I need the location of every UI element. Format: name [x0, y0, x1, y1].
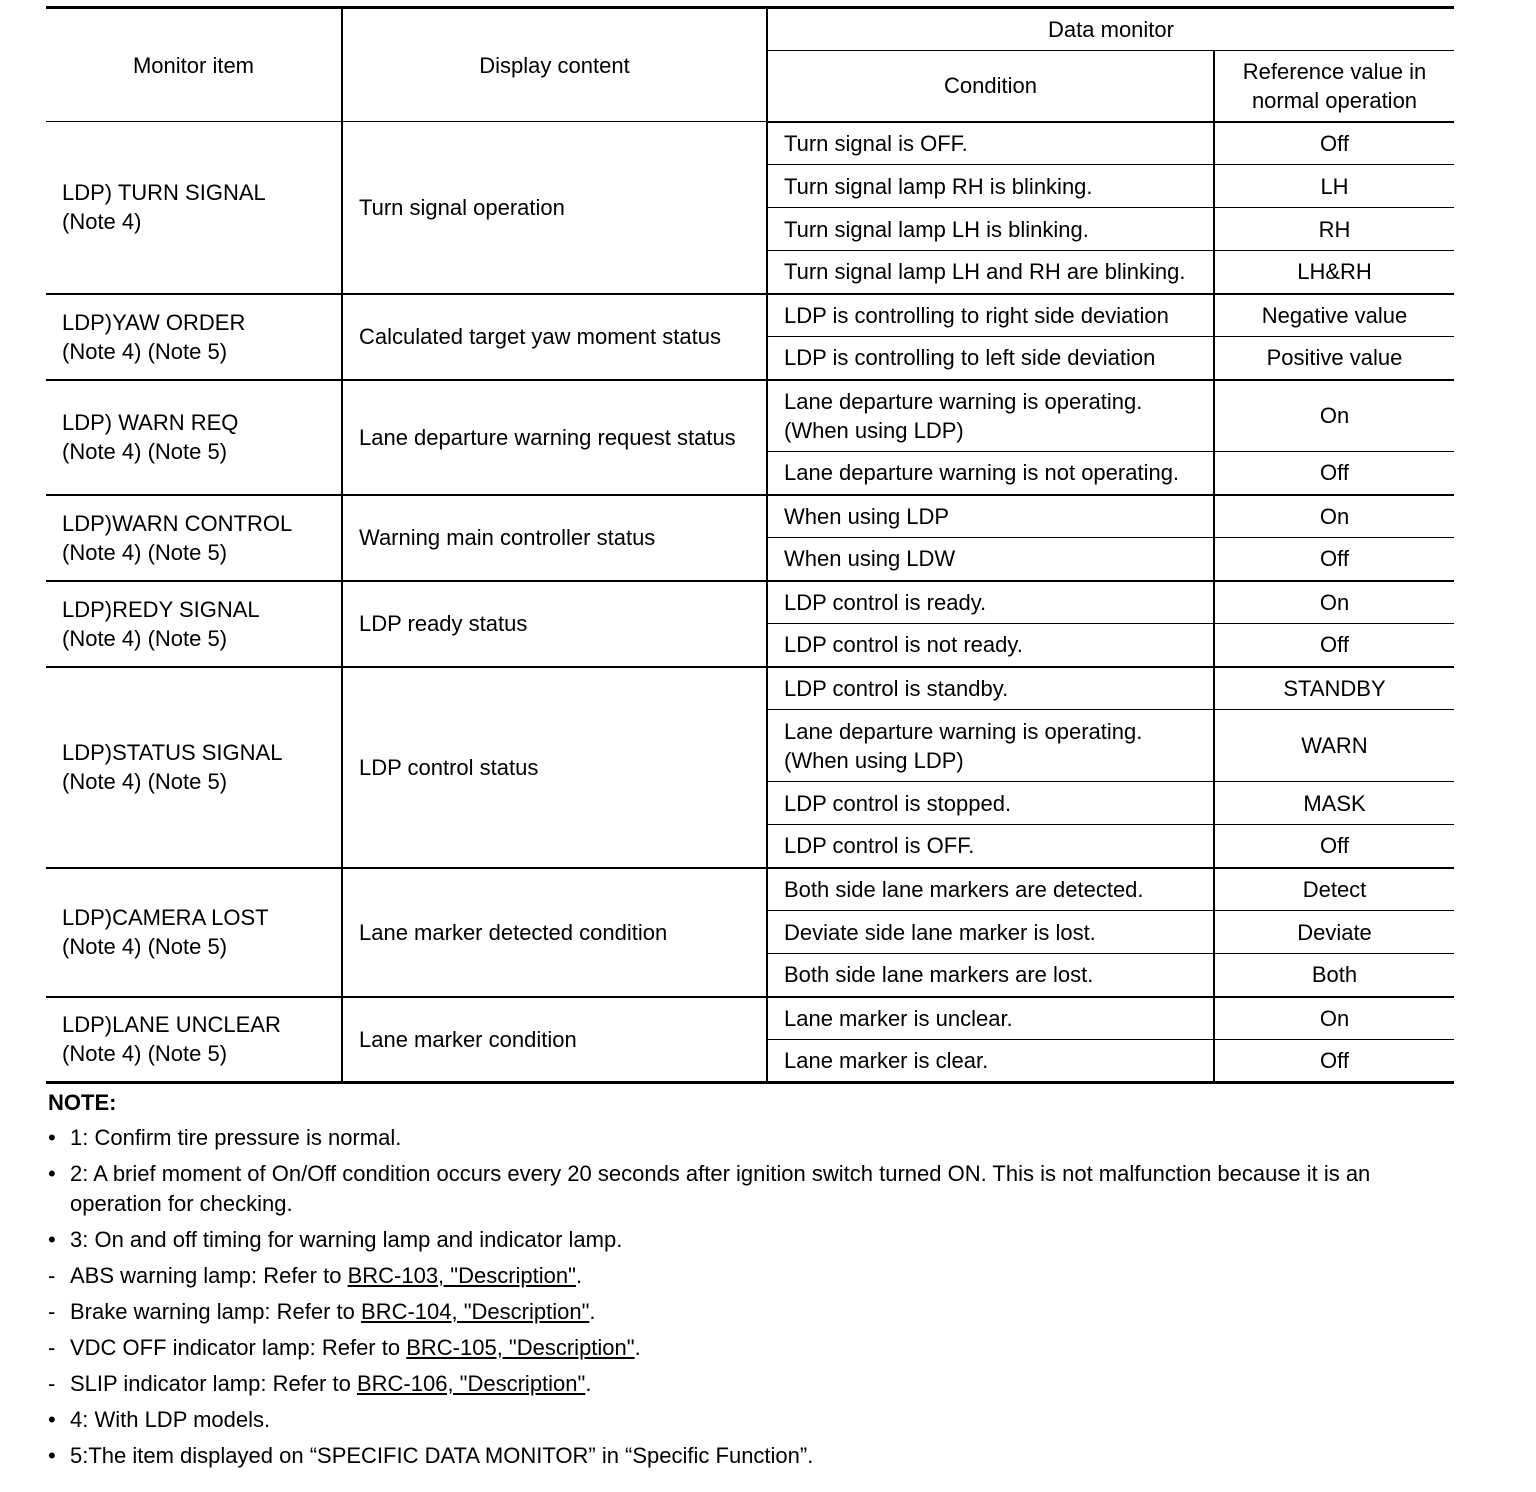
reference-value-cell: Off: [1214, 538, 1454, 581]
header-data-monitor: Data monitor: [767, 8, 1454, 51]
reference-value-cell: RH: [1214, 208, 1454, 251]
condition-cell: [767, 667, 1214, 710]
notes-title: NOTE:: [48, 1090, 117, 1115]
reference-value-cell: Deviate: [1214, 911, 1454, 954]
reference-value-cell: STANDBY: [1214, 667, 1454, 710]
reference-value-cell: Both: [1214, 954, 1454, 997]
table-row: [46, 868, 1454, 911]
condition-cell: [767, 495, 1214, 538]
condition-cell: [767, 581, 1214, 624]
display-content-text: Lane departure warning request status: [359, 424, 736, 450]
table-row: [46, 997, 1454, 1040]
note-item: [48, 1369, 1468, 1399]
condition-text: LDP control is not ready.: [784, 632, 1023, 658]
reference-value-cell: On: [1214, 380, 1454, 452]
display-content-cell: [342, 294, 767, 380]
bullet-point: •: [48, 1407, 56, 1432]
note-text: ABS warning lamp: Refer to: [70, 1263, 348, 1288]
display-content-cell: [342, 868, 767, 997]
header-condition: Condition: [767, 51, 1214, 122]
display-content-cell: [342, 581, 767, 667]
condition-text: Deviate side lane marker is lost.: [784, 919, 1096, 945]
dash-bullet: -: [48, 1335, 56, 1360]
monitor-item-text: LDP)REDY SIGNAL (Note 4) (Note 5): [62, 596, 260, 651]
note-suffix: .: [575, 1263, 583, 1288]
display-content-cell: [342, 667, 767, 868]
reference-value-cell: Off: [1214, 624, 1454, 667]
note-text: 3: On and off timing for warning lamp and indicator lamp.: [70, 1227, 623, 1252]
monitor-item-cell: [46, 868, 342, 997]
condition-cell: [767, 954, 1214, 997]
condition-text: Turn signal lamp LH is blinking.: [784, 216, 1089, 242]
table-row: [46, 122, 1454, 165]
monitor-item-text: LDP)WARN CONTROL (Note 4) (Note 5): [62, 510, 293, 565]
table-row: [46, 495, 1454, 538]
monitor-item-cell: [46, 294, 342, 380]
condition-text: Both side lane markers are lost.: [784, 962, 1094, 988]
monitor-item-cell: [46, 997, 342, 1083]
monitor-item-text: LDP)YAW ORDER (Note 4) (Note 5): [62, 309, 246, 364]
condition-cell: [767, 122, 1214, 165]
condition-text: Both side lane markers are detected.: [784, 876, 1144, 902]
condition-text: Turn signal lamp RH is blinking.: [784, 173, 1093, 199]
note-text: SLIP indicator lamp: Refer to: [70, 1371, 357, 1396]
table-row: [46, 294, 1454, 337]
note-suffix: .: [589, 1299, 596, 1324]
table-header: [46, 8, 1454, 122]
monitor-item-cell: [46, 495, 342, 581]
condition-cell: [767, 208, 1214, 251]
condition-text: When using LDP: [784, 503, 950, 529]
condition-cell: [767, 825, 1214, 868]
table-row: [46, 581, 1454, 624]
condition-cell: [767, 1040, 1214, 1083]
data-monitor-table: [46, 6, 1454, 1084]
reference-value-cell: MASK: [1214, 782, 1454, 825]
condition-cell: [767, 710, 1214, 782]
reference-value-cell: Off: [1214, 1040, 1454, 1083]
reference-value-cell: On: [1214, 997, 1454, 1040]
condition-cell: [767, 997, 1214, 1040]
note-item: [48, 1159, 1468, 1219]
condition-cell: [767, 380, 1214, 452]
bullet-point: •: [48, 1125, 56, 1150]
monitor-item-text: LDP)STATUS SIGNAL (Note 4) (Note 5): [62, 740, 283, 794]
table-row: [46, 380, 1454, 452]
display-content-text: LDP control status: [359, 754, 539, 780]
display-content-text: Calculated target yaw moment status: [359, 324, 721, 349]
header-reference-value: Reference value in normal operation: [1214, 51, 1454, 122]
monitor-item-cell: [46, 380, 342, 495]
condition-cell: [767, 911, 1214, 954]
condition-text: Turn signal lamp LH and RH are blinking.: [784, 259, 1186, 285]
reference-link[interactable]: BRC-104, "Description": [361, 1299, 590, 1324]
condition-text: Lane marker is clear.: [784, 1048, 989, 1073]
note-item: [48, 1123, 1468, 1153]
notes-list: [48, 1123, 1468, 1471]
condition-text: Lane departure warning is not operating.: [784, 460, 1180, 486]
display-content-text: Turn signal operation: [359, 194, 565, 220]
display-content-text: LDP ready status: [359, 611, 528, 636]
condition-text: LDP control is ready.: [784, 589, 987, 615]
condition-text: LDP is controlling to left side deviation: [784, 345, 1156, 371]
condition-cell: [767, 538, 1214, 581]
note-text: Brake warning lamp: Refer to: [70, 1299, 362, 1324]
dash-bullet: -: [48, 1371, 56, 1396]
note-text: 4: With LDP models.: [70, 1407, 271, 1432]
display-content-text: Lane marker condition: [359, 1026, 577, 1052]
note-item: [48, 1441, 1468, 1471]
reference-link[interactable]: BRC-106, "Description": [356, 1371, 586, 1396]
note-item: [48, 1405, 1468, 1435]
monitor-item-cell: [46, 122, 342, 294]
table-row: [46, 667, 1454, 710]
note-suffix: .: [585, 1371, 592, 1396]
monitor-item-text: LDP) TURN SIGNAL (Note 4): [62, 180, 266, 235]
condition-cell: [767, 624, 1214, 667]
bullet-point: •: [48, 1161, 56, 1186]
note-item: [48, 1297, 1468, 1327]
table-body: [46, 122, 1454, 1083]
note-item: [48, 1225, 1468, 1255]
notes-section: [48, 1088, 1468, 1477]
header-monitor-item: Monitor item: [46, 8, 342, 122]
condition-text: LDP control is stopped.: [784, 790, 1012, 816]
note-item: [48, 1261, 1468, 1291]
condition-cell: [767, 452, 1214, 495]
reference-value-cell: LH&RH: [1214, 251, 1454, 294]
note-item: [48, 1333, 1468, 1363]
condition-cell: [767, 782, 1214, 825]
note-text: 2: A brief moment of On/Off condition occurs every 20 seconds after ignition switch turned ON. This is not malfunction because it is an operation for checking.: [70, 1161, 1371, 1216]
condition-cell: [767, 868, 1214, 911]
condition-text: Turn signal is OFF.: [784, 130, 968, 156]
condition-text: Lane departure warning is operating. (When using LDP): [784, 388, 1143, 443]
monitor-item-cell: [46, 667, 342, 868]
condition-cell: [767, 337, 1214, 380]
display-content-cell: [342, 380, 767, 495]
display-content-cell: [342, 997, 767, 1083]
header-display-content: Display content: [342, 8, 767, 122]
reference-value-cell: Off: [1214, 825, 1454, 868]
reference-value-cell: On: [1214, 495, 1454, 538]
reference-link[interactable]: BRC-105, "Description": [406, 1335, 635, 1360]
condition-cell: [767, 294, 1214, 337]
reference-value-cell: WARN: [1214, 710, 1454, 782]
reference-link[interactable]: BRC-103, "Description": [347, 1263, 576, 1288]
monitor-item-cell: [46, 581, 342, 667]
dash-bullet: -: [48, 1299, 56, 1324]
display-content-cell: [342, 495, 767, 581]
display-content-text: Lane marker detected condition: [359, 919, 668, 945]
reference-value-cell: Negative value: [1214, 294, 1454, 337]
bullet-point: •: [48, 1443, 56, 1468]
note-suffix: .: [634, 1335, 641, 1360]
condition-text: LDP control is OFF.: [784, 833, 975, 859]
display-content-cell: [342, 122, 767, 294]
bullet-point: •: [48, 1227, 56, 1252]
note-text: VDC OFF indicator lamp: Refer to: [70, 1335, 407, 1360]
reference-value-cell: Off: [1214, 452, 1454, 495]
condition-text: Lane departure warning is operating. (When using LDP): [784, 718, 1143, 773]
reference-value-cell: LH: [1214, 165, 1454, 208]
dash-bullet: -: [48, 1263, 56, 1288]
monitor-item-text: LDP) WARN REQ (Note 4) (Note 5): [62, 410, 239, 464]
display-content-text: Warning main controller status: [359, 525, 656, 550]
condition-cell: [767, 251, 1214, 294]
reference-value-cell: Off: [1214, 122, 1454, 165]
note-text: 1: Confirm tire pressure is normal.: [70, 1125, 402, 1150]
condition-text: LDP is controlling to right side deviation: [784, 302, 1169, 328]
condition-cell: [767, 165, 1214, 208]
condition-text: When using LDW: [784, 546, 956, 572]
reference-value-cell: Detect: [1214, 868, 1454, 911]
condition-text: Lane marker is unclear.: [784, 1005, 1013, 1031]
reference-value-cell: Positive value: [1214, 337, 1454, 380]
condition-text: LDP control is standby.: [784, 675, 1009, 701]
monitor-item-text: LDP)LANE UNCLEAR (Note 4) (Note 5): [62, 1012, 281, 1067]
monitor-item-text: LDP)CAMERA LOST (Note 4) (Note 5): [62, 905, 269, 959]
reference-value-cell: On: [1214, 581, 1454, 624]
note-text: 5:The item displayed on “SPECIFIC DATA MONITOR” in “Specific Function”.: [70, 1443, 814, 1468]
